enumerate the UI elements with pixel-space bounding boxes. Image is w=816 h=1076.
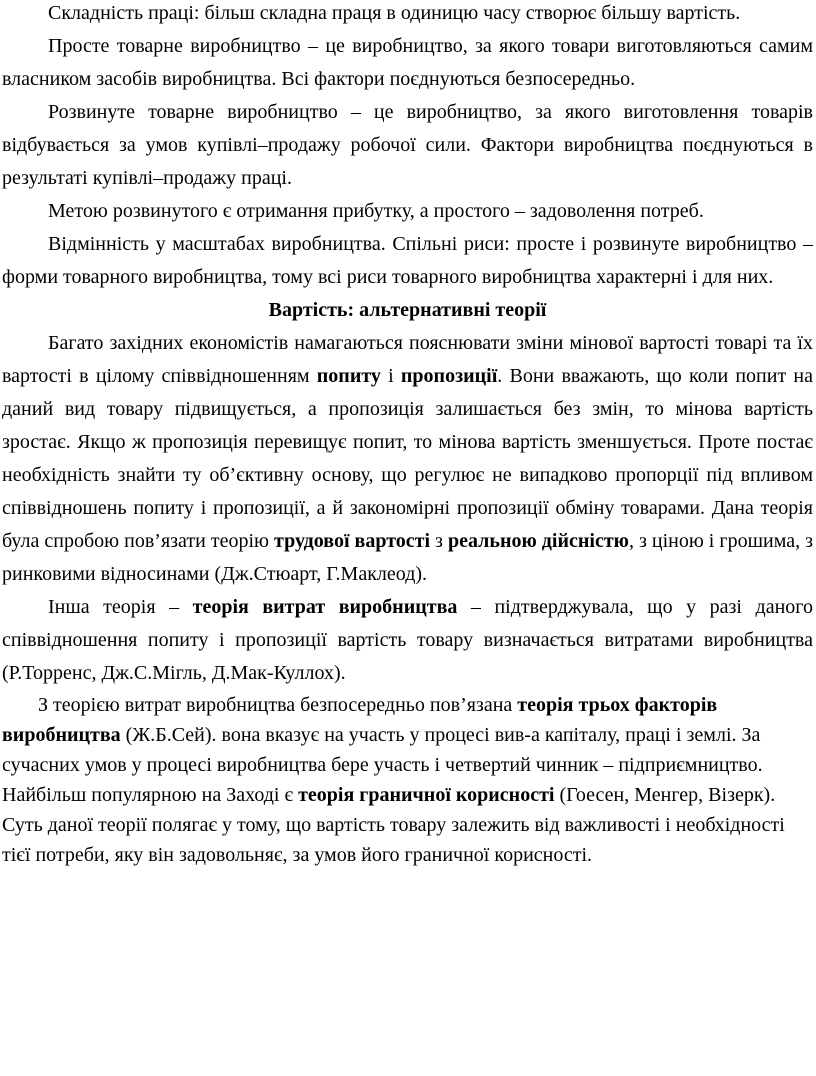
paragraph-production-goals: Метою розвинутого є отримання прибутку, а простого – задоволення потреб. <box>48 200 704 222</box>
text-run: , з ціною і грошима, з ринковими відносинами (Дж.Стюарт, Г.Маклеод). <box>2 530 814 585</box>
text-run: Багато західних економістів намагаються пояснювати зміни мінової вартості товарі та їх вартості в цілому співвідношенням <box>2 332 813 387</box>
paragraph-labor-complexity: Складність праці: більш складна праця в одиницю часу створює більшу вартість. <box>48 2 741 24</box>
paragraph-simple-production: Просте товарне виробництво – це виробництво, за якого товари виготовляються самим власником засобів виробництва. Всі фактори поєднуються безпосередньо. <box>2 35 813 90</box>
bold-term-cost-theory: теорія витрат виробництва <box>192 596 458 618</box>
paragraph-differences: Відмінність у масштабах виробництва. Спільні риси: просте і розвинуте виробництво – форми товарного виробництва, тому всі риси товарного виробництва характерні і для них. <box>2 233 813 288</box>
text-run: – підтверджувала, що у разі даного співвідношення попиту і пропозиції вартість товару визначається витратами виробництва (Р.Торренс, Дж.С.Мігль, Д.Мак-Куллох). <box>2 596 813 684</box>
paragraph-supply-demand <box>2 327 813 591</box>
bold-term-marginal-utility: теорія граничної корисності <box>298 784 555 806</box>
text-run: (Гоесен, Менгер, Візерк). Суть даної теорії полягає у тому, що вартість товару залежить від важливості і необхідності тієї потреби, яку він задовольняє, за умов його граничної корисності. <box>2 784 785 866</box>
text-run: з <box>430 530 448 552</box>
bold-term-demand: попиту <box>316 365 381 387</box>
paragraph-production-costs <box>2 591 813 690</box>
bold-term-labor-value: трудової вартості <box>274 530 431 552</box>
text-run: (Ж.Б.Сей). вона вказує на участь у процесі вив-а капіталу, праці і землі. За сучасних умов у процесі виробництва бере участь і четвертий чинник – підприємництво. Найбільш популярною на Заході є <box>2 724 763 806</box>
text-run: і <box>380 365 401 387</box>
text-run: Інша теорія – <box>48 596 193 618</box>
text-run: З теорією витрат виробництва безпосередньо пов’язана <box>38 694 518 716</box>
section-heading: Вартість: альтернативні теорії <box>268 299 547 321</box>
paragraph-three-factors <box>2 690 813 870</box>
paragraph-developed-production: Розвинуте товарне виробництво – це виробництво, за якого виготовлення товарів відбувається за умов купівлі–продажу робочої сили. Фактори виробництва поєднуються в результаті купівлі–продажу праці. <box>2 101 813 189</box>
bold-term-three-factors: теорія трьох факторів виробництва <box>2 694 718 746</box>
bold-term-real-reality: реальною дійсністю <box>447 530 629 552</box>
bold-term-supply: пропозиції <box>400 365 498 387</box>
text-run: . Вони вважають, що коли попит на даний вид товару підвищується, а пропозиція залишається без змін, то мінова вартість зростає. Якщо ж пропозиція перевищує попит, то мінова вартість зменшується. Проте постає необхідність знайти ту об’єктивну основу, що регулює не випадково пропорції під впливом співвідношень попиту і пропозиції, а й закономірні пропозиції обміну товарами. Дана теорія була спробою пов’язати теорію <box>2 365 814 552</box>
